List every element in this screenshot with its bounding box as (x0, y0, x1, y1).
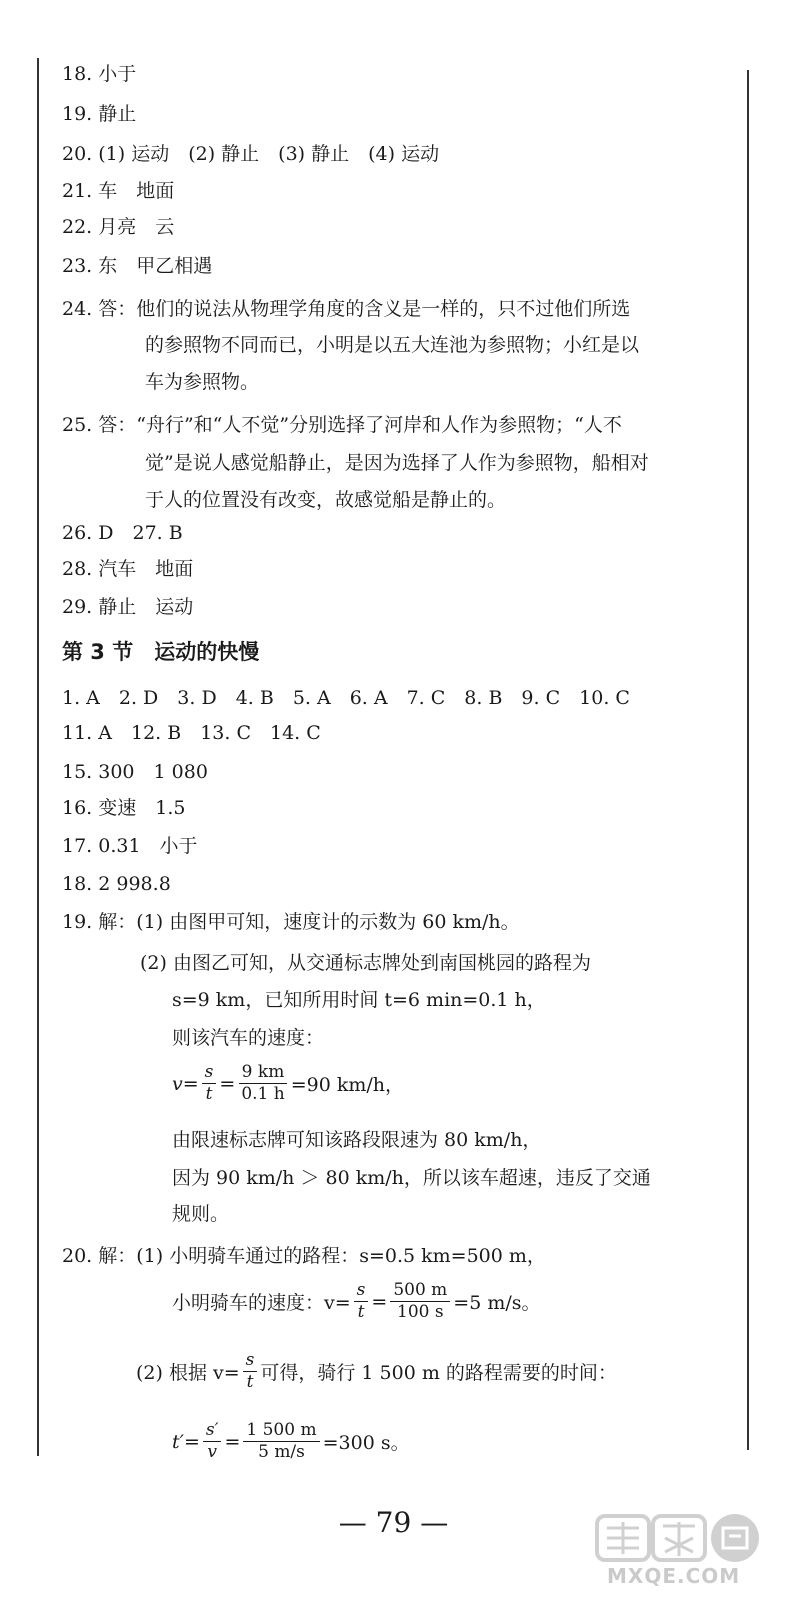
fraction-s-over-t (243, 1350, 258, 1393)
eq-result: =5 m/s。 (453, 1292, 541, 1314)
fraction-denominator: t (246, 1372, 254, 1392)
eq-result: =90 km/h， (290, 1074, 405, 1096)
answer-19: 19. 静止 (62, 103, 137, 125)
answer-18: 18. 小于 (62, 63, 137, 85)
answer-24-line-1: 24. 答：他们的说法从物理学角度的含义是一样的，只不过他们所选 (62, 298, 631, 320)
fraction-denominator: t (357, 1302, 365, 1322)
answer-19-speed-equation (172, 1062, 404, 1105)
fraction-values (243, 1420, 319, 1463)
fraction-denominator: 100 s (397, 1302, 444, 1322)
answer-19-part-2: (2) 由图乙可知，从交通标志牌处到南国桃园的路程为 (140, 952, 591, 974)
answer-22: 22. 月亮 云 (62, 216, 175, 238)
eq-lhs: v= (172, 1072, 199, 1095)
fraction-numerator: s (243, 1350, 258, 1372)
eq-equals: = (219, 1072, 236, 1095)
fraction-denominator: 0.1 h (241, 1084, 285, 1104)
fraction-numerator: s′ (203, 1420, 222, 1442)
answer-20-time-equation (172, 1420, 410, 1463)
answer-20-part-1: 20. 解：(1) 小明骑车通过的路程：s=0.5 km=500 m， (62, 1245, 546, 1267)
eq-equals: = (224, 1430, 241, 1453)
eq-lhs: t′= (172, 1430, 200, 1453)
answer-28: 28. 汽车 地面 (62, 558, 194, 580)
answer-19-distance-time: s=9 km，已知所用时间 t=6 min=0.1 h， (172, 989, 546, 1011)
eq-equals: = (371, 1290, 388, 1313)
answer-16: 16. 变速 1.5 (62, 797, 186, 819)
answer-20-speed-equation (172, 1280, 541, 1323)
fraction-denominator: v (207, 1442, 217, 1462)
answer-24-line-2: 的参照物不同而已，小明是以五大连池为参照物；小红是以 (145, 334, 640, 356)
answers-11-14: 11. A 12. B 13. C 14. C (62, 722, 321, 744)
answer-20: 20. (1) 运动 (2) 静止 (3) 静止 (4) 运动 (62, 143, 440, 165)
answer-20-part-2-equation (136, 1350, 617, 1393)
watermark-seal-icon (595, 1512, 765, 1564)
fraction-s-over-t (202, 1062, 217, 1105)
fraction-denominator: 5 m/s (258, 1442, 305, 1462)
fraction-denominator: t (205, 1084, 213, 1104)
answers-1-10: 1. A 2. D 3. D 4. B 5. A 6. A 7. C 8. B 9. C 10. C (62, 687, 630, 709)
answer-19-speed-limit: 由限速标志牌可知该路段限速为 80 km/h， (172, 1129, 542, 1151)
eq-result: =300 s。 (322, 1432, 410, 1454)
fraction-s-over-v (203, 1420, 222, 1463)
right-margin-rule (747, 70, 749, 1450)
answer-26-27: 26. D 27. B (62, 522, 183, 544)
eq-lead: (2) 根据 v= (136, 1362, 240, 1384)
fraction-numerator: s (354, 1280, 369, 1302)
answer-18-sec3: 18. 2 998.8 (62, 873, 171, 895)
watermark-site-text: MXQE.COM (607, 1564, 741, 1588)
answer-19-comparison: 因为 90 km/h ＞ 80 km/h，所以该车超速，违反了交通 (172, 1167, 651, 1189)
answer-25-line-1: 25. 答：“舟行”和“人不觉”分别选择了河岸和人作为参照物；“人不 (62, 414, 622, 436)
answer-19-part-1: 19. 解：(1) 由图甲可知，速度计的示数为 60 km/h。 (62, 911, 520, 933)
answer-21: 21. 车 地面 (62, 180, 175, 202)
fraction-values (238, 1062, 287, 1105)
page-number: — 79 — (338, 1506, 449, 1539)
fraction-numerator: 9 km (239, 1062, 288, 1084)
answer-29: 29. 静止 运动 (62, 596, 194, 618)
left-margin-rule (37, 58, 39, 1456)
answer-17: 17. 0.31 小于 (62, 835, 198, 857)
answer-19-speed-intro: 则该汽车的速度： (172, 1027, 325, 1049)
fraction-numerator: 1 500 m (243, 1420, 319, 1442)
answer-23: 23. 东 甲乙相遇 (62, 255, 213, 277)
eq-lead: 小明骑车的速度：v= (172, 1292, 351, 1314)
answer-25-line-2: 觉”是说人感觉船静止，是因为选择了人作为参照物，船相对 (145, 452, 649, 474)
answer-24-line-3: 车为参照物。 (145, 371, 260, 393)
section-heading: 第 3 节 运动的快慢 (62, 640, 260, 664)
fraction-s-over-t (354, 1280, 369, 1323)
answer-25-line-3: 于人的位置没有改变，故感觉船是静止的。 (145, 489, 507, 511)
answer-19-conclusion: 规则。 (172, 1203, 230, 1225)
fraction-numerator: s (202, 1062, 217, 1084)
fraction-values (390, 1280, 450, 1323)
eq-result: 可得，骑行 1 500 m 的路程需要的时间： (260, 1362, 617, 1384)
watermark-logo (595, 1512, 765, 1592)
fraction-numerator: 500 m (390, 1280, 450, 1302)
answer-15: 15. 300 1 080 (62, 761, 208, 783)
